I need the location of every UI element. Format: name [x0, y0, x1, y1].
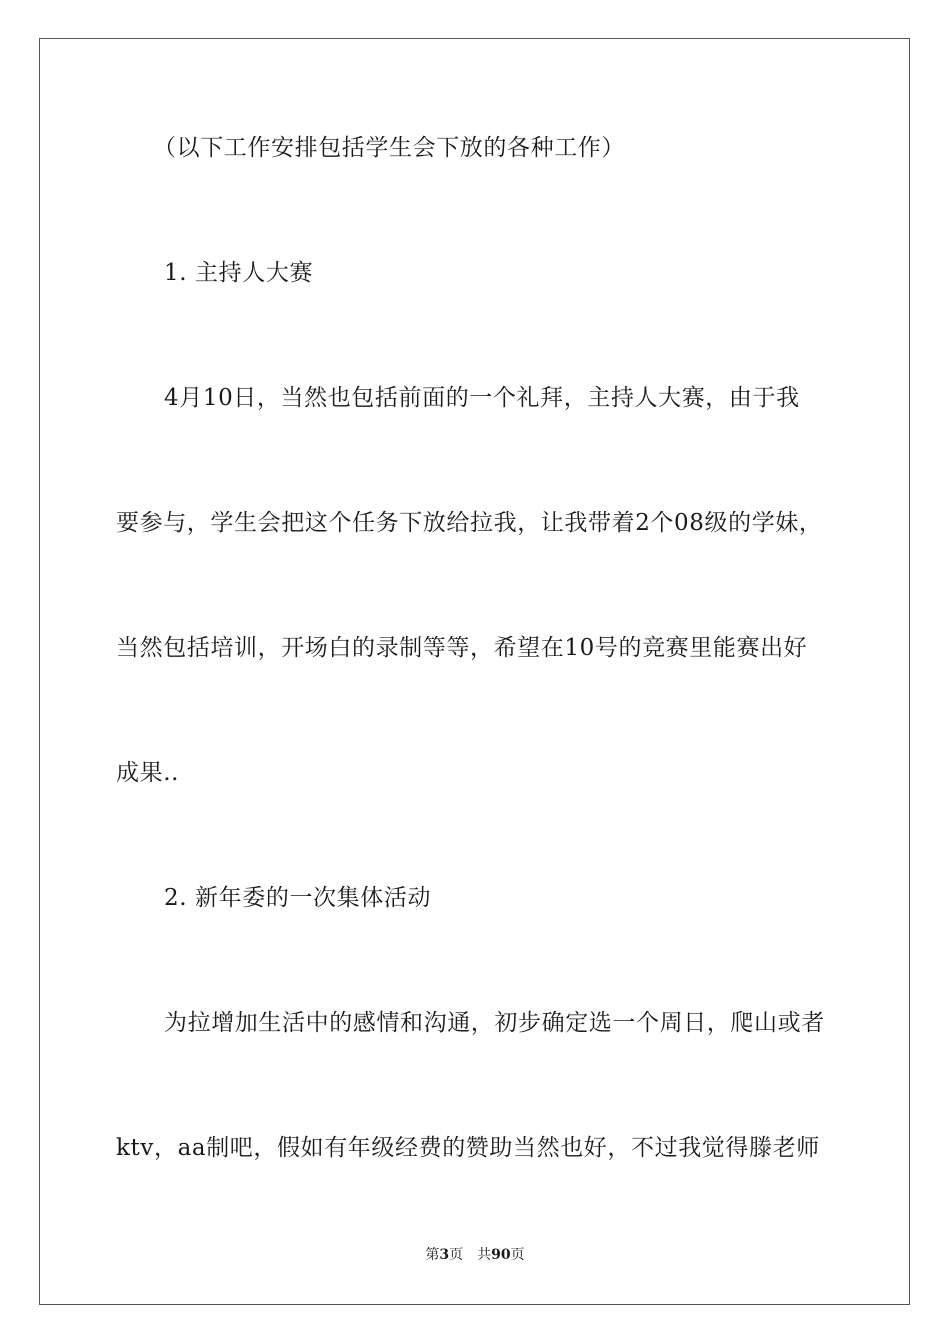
paragraph-line: ktv，aa制吧，假如有年级经费的赞助当然也好，不过我觉得滕老师	[116, 1135, 820, 1161]
footer-page-prefix: 第	[425, 1247, 440, 1263]
page-footer	[0, 1245, 950, 1265]
footer-total-pages: 90	[491, 1247, 511, 1263]
section-heading-group-activity: 2. 新年委的一次集体活动	[164, 885, 432, 911]
paragraph-line: 要参与，学生会把这个任务下放给拉我，让我带着2个08级的学妹，	[116, 510, 823, 536]
page-frame	[39, 38, 910, 1305]
footer-total-suffix: 页	[510, 1247, 525, 1263]
section-heading-host-contest: 1. 主持人大赛	[164, 260, 314, 286]
paragraph-intro-note: （以下工作安排包括学生会下放的各种工作）	[153, 135, 625, 161]
footer-total-prefix: 共	[477, 1247, 492, 1263]
paragraph-line: 4月10日，当然也包括前面的一个礼拜，主持人大赛，由于我	[164, 385, 800, 411]
paragraph-line: 为拉增加生活中的感情和沟通，初步确定选一个周日，爬山或者	[164, 1010, 825, 1036]
paragraph-line: 当然包括培训，开场白的录制等等，希望在10号的竞赛里能赛出好	[116, 635, 808, 661]
footer-page-number: 3	[439, 1247, 450, 1263]
footer-page-suffix: 页	[449, 1247, 464, 1263]
paragraph-line: 成果..	[116, 760, 180, 786]
